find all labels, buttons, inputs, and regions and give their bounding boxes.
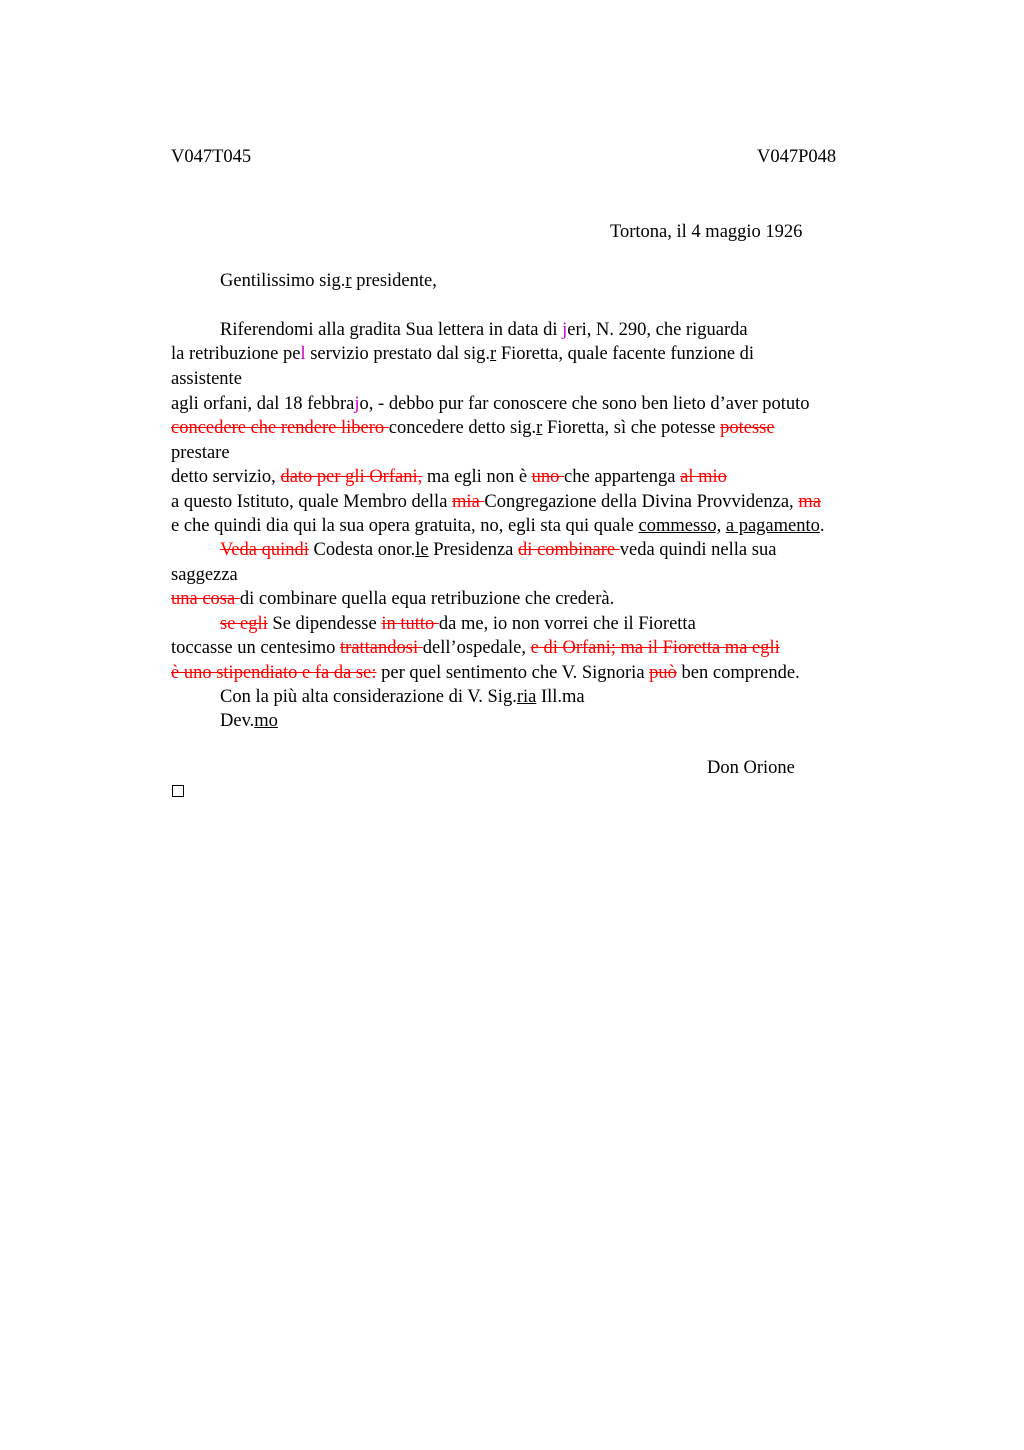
underlined-abbrev: ria <box>516 687 537 707</box>
body-line-13 <box>220 612 696 636</box>
text-run: Gentilissimo sig. <box>220 271 346 291</box>
body-line-2 <box>171 342 754 366</box>
text-run: per quel sentimento che V. Signoria <box>376 663 650 683</box>
text-run: Presidenza <box>428 540 519 560</box>
text-run: ma egli non è <box>422 467 532 487</box>
deleted-text: uno <box>531 467 565 487</box>
text-run: presidente, <box>351 271 437 291</box>
text-run: ben comprende. <box>676 663 800 683</box>
text-run: veda quindi nella sua <box>619 540 777 560</box>
deleted-text: una cosa <box>171 589 240 609</box>
inserted-letter: j <box>354 394 360 414</box>
text-run: Se dipendesse <box>267 614 382 634</box>
deleted-text: può <box>649 663 677 683</box>
deleted-text: ma <box>798 492 821 512</box>
text-run: Fioretta, quale facente funzione di <box>496 344 755 364</box>
text-run: agli orfani, dal 18 febbra <box>171 394 355 414</box>
underlined-text: a pagamento <box>725 516 820 536</box>
deleted-text: mia <box>452 492 485 512</box>
deleted-text: se egli <box>220 614 268 634</box>
text-run: Fioretta, sì che potesse <box>542 418 721 438</box>
text-run: che appartenga <box>564 467 681 487</box>
inserted-letter: l <box>300 344 306 364</box>
deleted-text: potesse <box>720 418 775 438</box>
text-run: detto servizio, <box>171 467 281 487</box>
inserted-letter: j <box>562 320 568 340</box>
doc-code-right: V047P048 <box>757 147 837 167</box>
dateline: Tortona, il 4 maggio 1926 <box>610 222 803 242</box>
body-line-10 <box>220 538 776 562</box>
body-line-1 <box>220 318 748 342</box>
doc-code-left: V047T045 <box>171 147 252 167</box>
text-run: di combinare quella equa retribuzione che crederà. <box>239 589 615 609</box>
deleted-text: e di Orfani; ma il Fioretta ma egli <box>530 638 780 658</box>
underlined-abbrev: le <box>415 540 429 560</box>
text-run: Codesta onor. <box>308 540 416 560</box>
body-line-5 <box>171 416 775 440</box>
deleted-text: dato per gli Orfani, <box>280 467 423 487</box>
text-run: Con la più alta considerazione di V. Sig. <box>220 687 517 707</box>
underlined-abbrev: r <box>345 271 352 291</box>
text-run: a questo Istituto, quale Membro della <box>171 492 453 512</box>
body-line-12 <box>171 587 614 611</box>
text-run: eri, N. 290, che riguarda <box>567 320 748 340</box>
body-line-6: prestare <box>171 443 230 463</box>
text-run: da me, io non vorrei che il Fioretta <box>438 614 696 634</box>
text-run: servizio prestato dal sig. <box>305 344 491 364</box>
deleted-text: in tutto <box>381 614 439 634</box>
text-run: Riferendomi alla gradita Sua lettera in data di <box>220 320 563 340</box>
deleted-text: Veda quindi <box>220 540 309 560</box>
deleted-text: è uno stipendiato e fa da se: <box>171 663 377 683</box>
underlined-abbrev: r <box>536 418 543 438</box>
text-run: Ill.ma <box>536 687 585 707</box>
text-run: Dev. <box>220 711 255 731</box>
body-line-15 <box>171 661 800 685</box>
underlined-text: commesso, <box>638 516 722 536</box>
deleted-text: di combinare <box>518 540 620 560</box>
body-line-14 <box>171 636 780 660</box>
body-line-7 <box>171 465 727 489</box>
signature: Don Orione <box>707 758 795 778</box>
underlined-abbrev: r <box>490 344 497 364</box>
body-line-11: saggezza <box>171 565 238 585</box>
text-run: Congregazione della Divina Provvidenza, <box>484 492 799 512</box>
text-run: e che quindi dia qui la sua opera gratuita, no, egli sta qui quale <box>171 516 639 536</box>
text-run: dell’ospedale, <box>422 638 531 658</box>
text-run: concedere detto sig. <box>388 418 537 438</box>
salutation <box>220 269 437 293</box>
closing-line <box>220 685 585 709</box>
text-run: toccasse un centesimo <box>171 638 341 658</box>
underlined-abbrev: mo <box>254 711 278 731</box>
text-run: . <box>819 516 825 536</box>
deleted-text: trattandosi <box>340 638 423 658</box>
deleted-text: concedere che rendere libero <box>171 418 389 438</box>
text-run: o, - debbo pur far conoscere che sono ben lieto d’aver potuto <box>359 394 810 414</box>
body-line-3: assistente <box>171 369 242 389</box>
text-run: la retribuzione pe <box>171 344 301 364</box>
deleted-text: al mio <box>680 467 727 487</box>
body-line-9 <box>171 514 824 538</box>
body-line-4 <box>171 392 810 416</box>
checkbox-square-icon <box>172 785 184 797</box>
closing-devotion <box>220 709 278 733</box>
body-line-8 <box>171 490 821 514</box>
